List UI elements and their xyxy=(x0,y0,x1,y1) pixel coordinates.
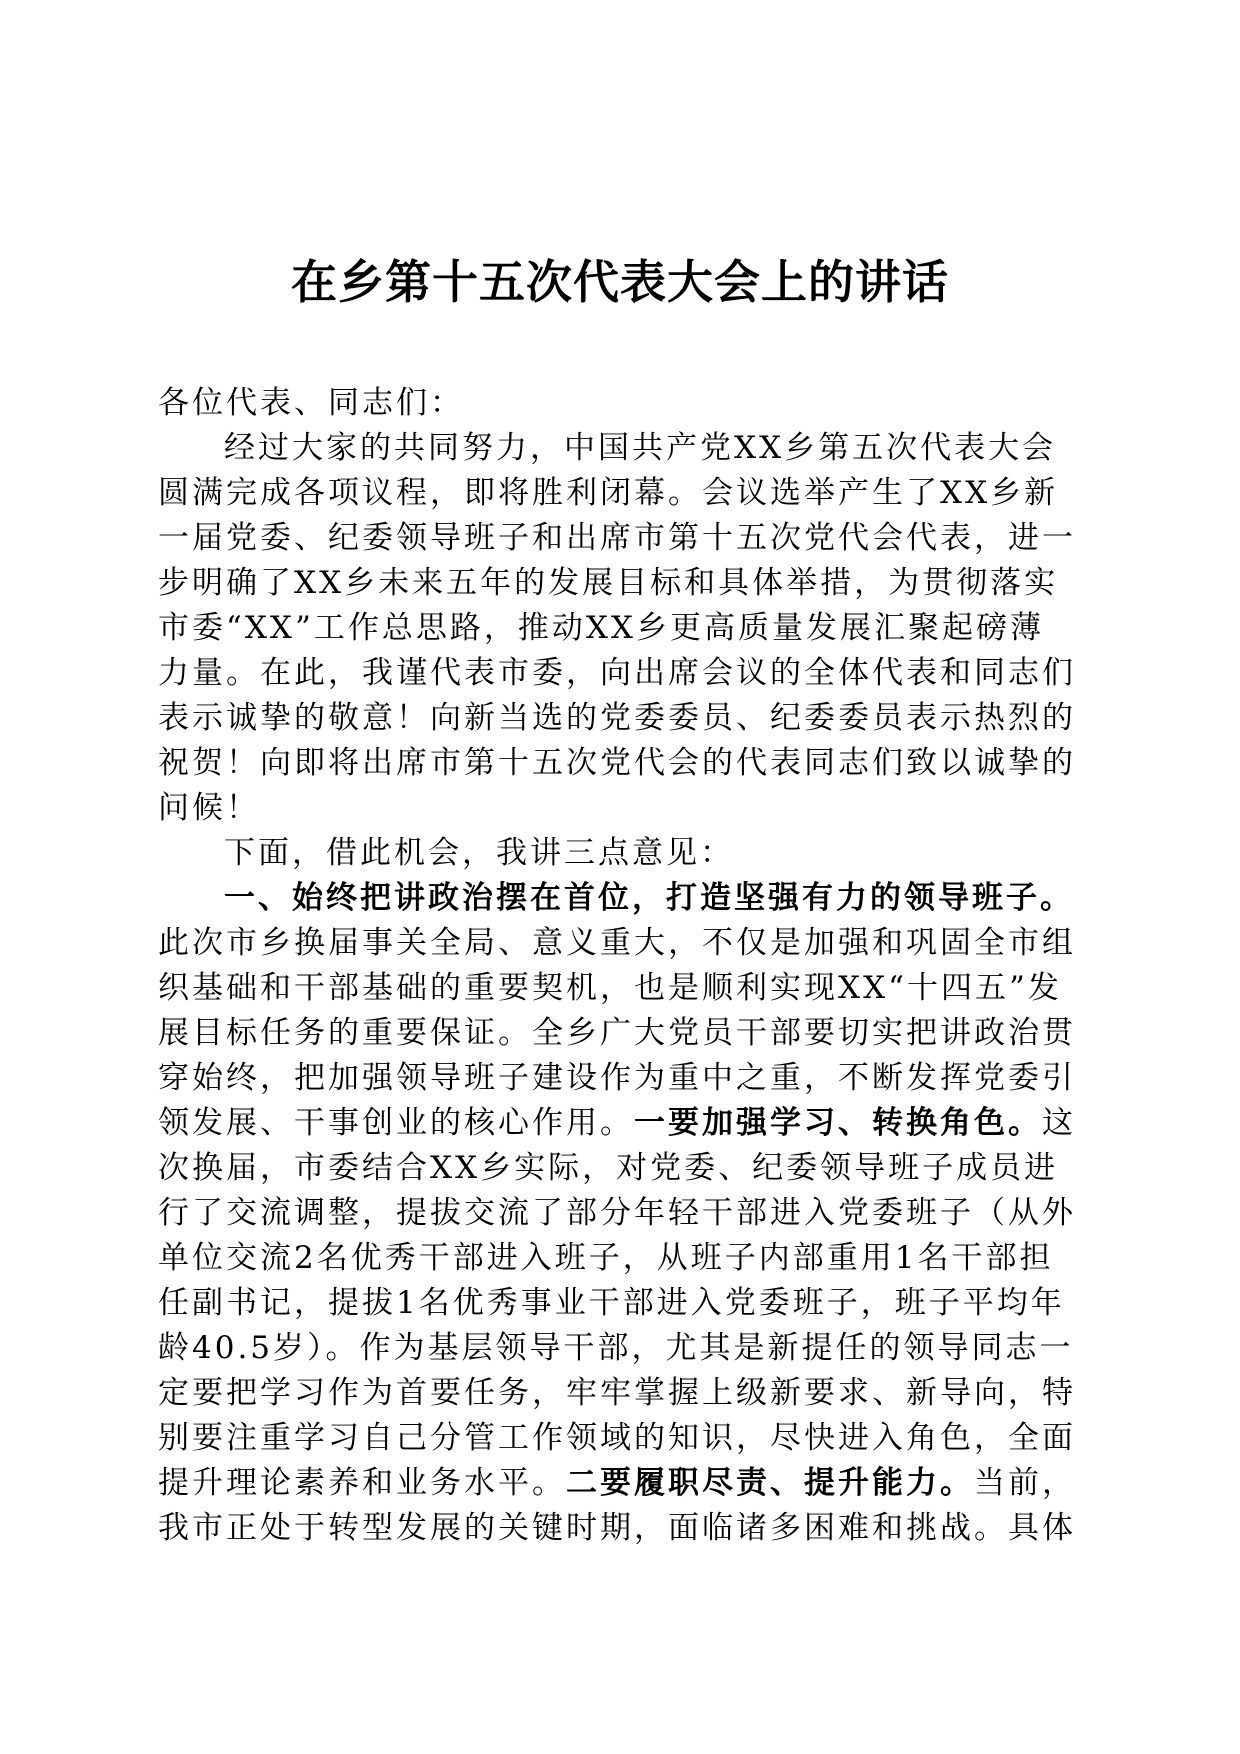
paragraph-3-line-13 xyxy=(158,1461,1082,1506)
paragraph-3-line-13-tail: 当前， xyxy=(974,1465,1076,1501)
sub-point-1-heading: 一要加强学习、转换角色。 xyxy=(634,1105,1042,1141)
paragraph-3-line-7: 行了交流调整，提拔交流了部分年轻干部进入党委班子（从外 xyxy=(158,1195,1076,1231)
paragraph-3-line-5-tail: 这 xyxy=(1042,1105,1076,1141)
paragraph-3-line-6: 次换届，市委结合XX乡实际，对党委、纪委领导班子成员进 xyxy=(158,1150,1059,1186)
paragraph-3-line-3: 展目标任务的重要保证。全乡广大党员干部要切实把讲政治贯 xyxy=(158,1015,1076,1051)
paragraph-3-line-13-text: 提升理论素养和业务水平。 xyxy=(158,1465,566,1501)
salutation: 各位代表、同志们： xyxy=(158,385,464,421)
sub-point-2-heading: 二要履职尽责、提升能力。 xyxy=(566,1465,974,1501)
paragraph-1-line-6: 力量。在此，我谨代表市委，向出席会议的全体代表和同志们 xyxy=(158,655,1076,691)
paragraph-3-line-8: 单位交流2名优秀干部进入班子，从班子内部重用1名干部担 xyxy=(158,1240,1054,1276)
paragraph-3-line-14: 我市正处于转型发展的关键时期，面临诸多困难和挑战。具体 xyxy=(158,1510,1076,1546)
paragraph-1-line-7: 表示诚挚的敬意！向新当选的党委委员、纪委委员表示热烈的 xyxy=(158,700,1076,736)
paragraph-3-line-12: 别要注重学习自己分管工作领域的知识，尽快进入角色，全面 xyxy=(158,1420,1076,1456)
paragraph-3-line-10: 龄40.5岁）。作为基层领导干部，尤其是新提任的领导同志一 xyxy=(158,1330,1074,1366)
paragraph-1-line-1: 经过大家的共同努力，中国共产党XX乡第五次代表大会 xyxy=(224,430,1057,466)
paragraph-2: 下面，借此机会，我讲三点意见： xyxy=(224,835,734,871)
section-heading-1: 一、始终把讲政治摆在首位，打造坚强有力的领导班子。 xyxy=(224,880,1074,916)
paragraph-1-line-9: 问候！ xyxy=(158,790,260,826)
paragraph-3-line-4: 穿始终，把加强领导班子建设作为重中之重，不断发挥党委引 xyxy=(158,1060,1076,1096)
paragraph-1-line-8: 祝贺！向即将出席市第十五次党代会的代表同志们致以诚挚的 xyxy=(158,745,1076,781)
paragraph-3-line-5-text: 领发展、干事创业的核心作用。 xyxy=(158,1105,634,1141)
paragraph-3-line-1: 此次市乡换届事关全局、意义重大，不仅是加强和巩固全市组 xyxy=(158,925,1076,961)
paragraph-1-line-2: 圆满完成各项议程，即将胜利闭幕。会议选举产生了XX乡新 xyxy=(158,475,1059,511)
paragraph-3-line-2: 织基础和干部基础的重要契机，也是顺利实现XX“十四五”发 xyxy=(158,970,1062,1006)
document-body xyxy=(158,381,1082,1551)
paragraph-3-line-9: 任副书记，提拔1名优秀事业干部进入党委班子，班子平均年 xyxy=(158,1285,1065,1321)
paragraph-3-line-11: 定要把学习作为首要任务，牢牢掌握上级新要求、新导向，特 xyxy=(158,1375,1076,1411)
paragraph-1-line-5: 市委“XX”工作总思路，推动XX乡更高质量发展汇聚起磅薄 xyxy=(158,610,1044,646)
paragraph-1-line-4: 步明确了XX乡未来五年的发展目标和具体举措，为贯彻落实 xyxy=(158,565,1059,601)
paragraph-1-line-3: 一届党委、纪委领导班子和出席市第十五次党代会代表，进一 xyxy=(158,520,1076,556)
paragraph-3-line-5 xyxy=(158,1101,1082,1146)
document-title: 在乡第十五次代表大会上的讲话 xyxy=(291,255,949,309)
